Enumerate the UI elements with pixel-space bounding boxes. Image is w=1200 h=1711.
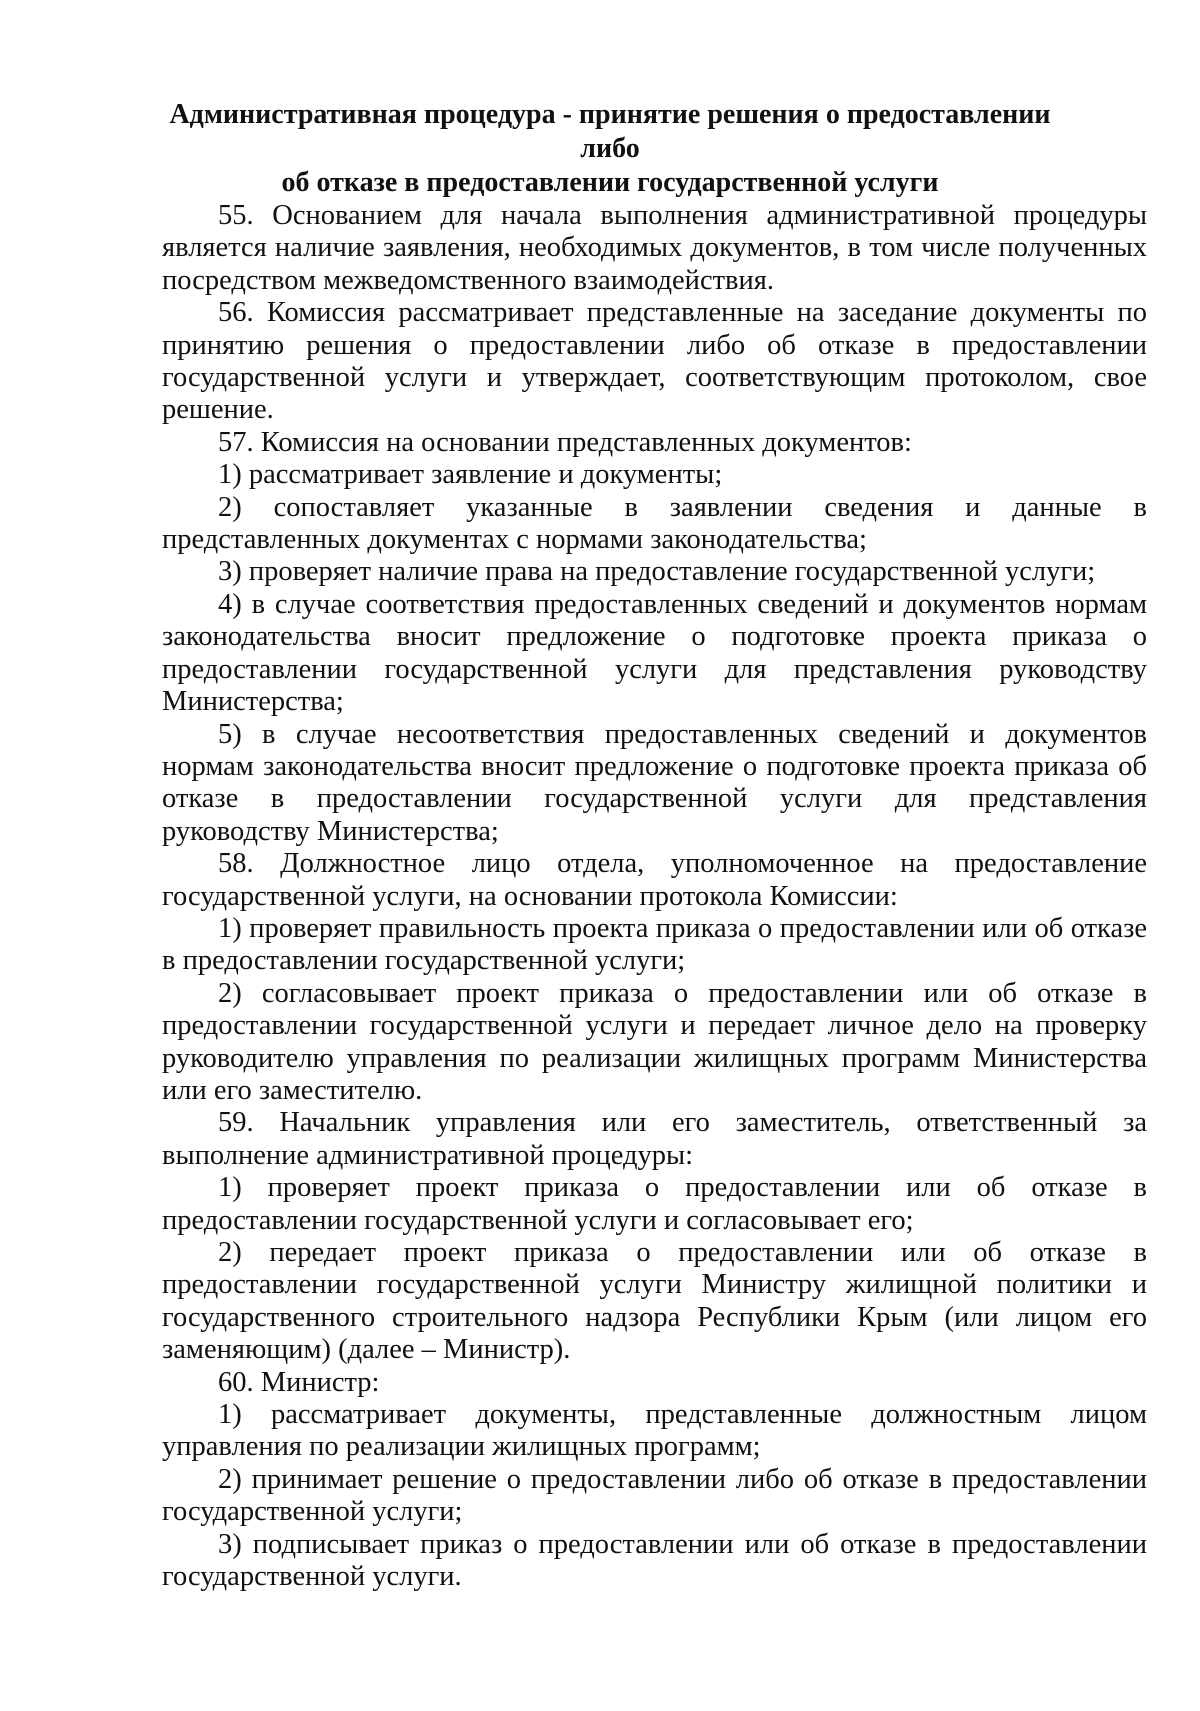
paragraph-59-item-2: 2) передает проект приказа о предоставлении или об отказе в предоставлении государственной услуги Министру жилищной политики и государственного строительного надзора Республики Крым (или лицом его заменяющим) (далее – Министр). — [162, 1237, 1147, 1366]
paragraph-60-item-3: 3) подписывает приказ о предоставлении или об отказе в предоставлении государственной услуги. — [162, 1528, 1147, 1593]
paragraph-59: 59. Начальник управления или его заместитель, ответственный за выполнение административной процедуры: — [162, 1107, 1147, 1171]
paragraph-55: 55. Основанием для начала выполнения административной процедуры является наличие заявления, необходимых документов, в том числе полученных посредством межведомственного взаимодействия. — [162, 200, 1147, 296]
paragraph-60: 60. Министр: — [218, 1366, 380, 1398]
paragraph-58-item-1: 1) проверяет правильность проекта приказа о предоставлении или об отказе в предоставлении государственной услуги; — [162, 912, 1147, 977]
heading-line-2: об отказе в предоставлении государственной услуги — [281, 167, 939, 198]
document-body — [162, 200, 1147, 1593]
section-heading — [150, 98, 1070, 200]
paragraph-60-item-2: 2) принимает решение о предоставлении либо об отказе в предоставлении государственной услуги; — [162, 1463, 1147, 1528]
paragraph-57-item-4: 4) в случае соответствия предоставленных сведений и документов нормам законодательства вносит предложение о подготовке проекта приказа о предоставлении государственной услуги для представления руководству Министерства; — [162, 588, 1147, 718]
paragraph-58-item-2: 2) согласовывает проект приказа о предоставлении или об отказе в предоставлении государственной услуги и передает личное дело на проверку руководителю управления по реализации жилищных программ Министерства или его заместителю. — [162, 977, 1147, 1106]
heading-line-1: Административная процедура - принятие решения о предоставлении либо — [169, 99, 1051, 164]
paragraph-57-item-3: 3) проверяет наличие права на предоставление государственной услуги; — [218, 556, 1096, 588]
paragraph-59-item-1: 1) проверяет проект приказа о предоставлении или об отказе в предоставлении государственной услуги и согласовывает его; — [162, 1172, 1147, 1236]
paragraph-60-item-1: 1) рассматривает документы, представленные должностным лицом управления по реализации жилищных программ; — [162, 1399, 1147, 1463]
paragraph-58: 58. Должностное лицо отдела, уполномоченное на предоставление государственной услуги, на основании протокола Комиссии: — [162, 848, 1147, 912]
paragraph-57-item-2: 2) сопоставляет указанные в заявлении сведения и данные в представленных документах с нормами законодательства; — [162, 491, 1147, 556]
paragraph-56: 56. Комиссия рассматривает представленные на заседание документы по принятию решения о предоставлении либо об отказе в предоставлении государственной услуги и утверждает, соответствующим протоколом, свое решение. — [162, 297, 1147, 426]
paragraph-57: 57. Комиссия на основании представленных документов: — [218, 426, 912, 458]
paragraph-57-item-1: 1) рассматривает заявление и документы; — [218, 459, 723, 491]
paragraph-57-item-5: 5) в случае несоответствия предоставленных сведений и документов нормам законодательства вносит предложение о подготовке проекта приказа об отказе в предоставлении государственной услуги для представления руководству Министерства; — [162, 718, 1147, 847]
